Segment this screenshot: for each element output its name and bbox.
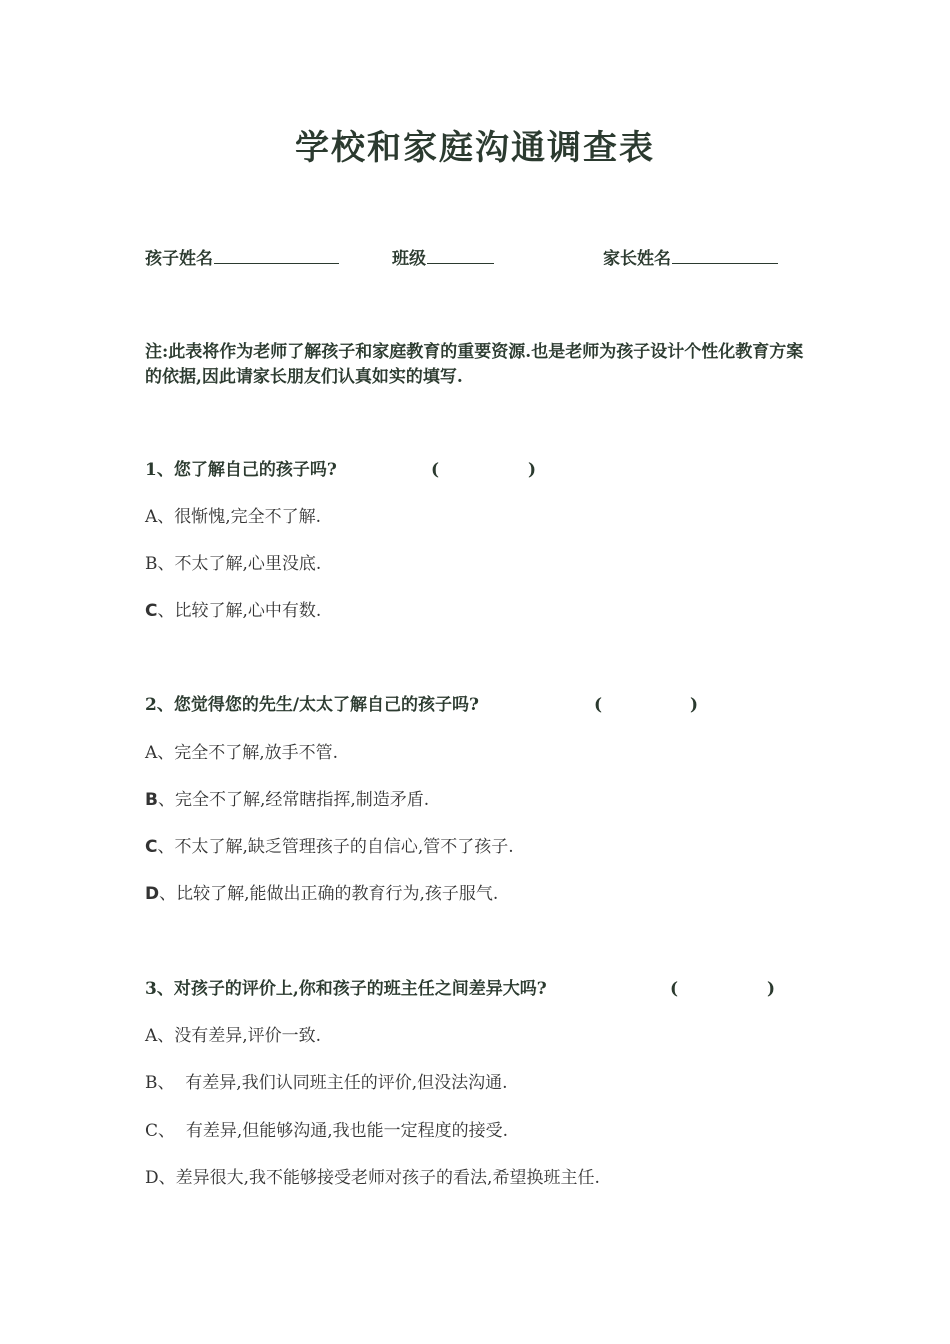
question-2-option-d[interactable] (145, 881, 498, 907)
option-text: 、完全不了解,放手不管. (157, 743, 339, 763)
question-3-option-d[interactable] (145, 1165, 600, 1191)
question-3: 3、对孩子的评价上,你和孩子的班主任之间差异大吗? (145, 979, 547, 999)
option-letter: C (145, 837, 158, 857)
option-letter: B (145, 790, 158, 810)
option-text: 、 有差异,我们认同班主任的评价,但没法沟通. (157, 1073, 508, 1093)
question-3-option-c[interactable] (145, 1118, 508, 1144)
question-2-option-c[interactable] (145, 834, 514, 860)
option-letter: C (145, 1121, 159, 1141)
question-3-option-a[interactable] (145, 1023, 321, 1049)
answer-close-paren-3: ) (767, 979, 776, 999)
answer-open-paren-1: ( (431, 460, 440, 480)
class-field[interactable] (392, 244, 494, 272)
info-row (0, 244, 950, 272)
option-text: 、不太了解,心里没底. (157, 554, 322, 574)
parent-name-label: 家长姓名 (603, 249, 671, 269)
option-text: 、差异很大,我不能够接受老师对孩子的看法,希望换班主任. (158, 1168, 600, 1188)
option-text: 、没有差异,评价一致. (157, 1026, 322, 1046)
question-1-option-a[interactable] (145, 504, 321, 530)
answer-open-paren-3: ( (670, 979, 679, 999)
child-name-blank[interactable] (214, 244, 339, 264)
page-title: 学校和家庭沟通调查表 (295, 128, 655, 168)
question-2-option-a[interactable] (145, 740, 338, 766)
answer-open-paren-2: ( (594, 695, 603, 715)
question-2: 2、您觉得您的先生/太太了解自己的孩子吗? (145, 695, 479, 715)
child-name-field[interactable] (145, 244, 339, 272)
option-text: 、比较了解,心中有数. (157, 601, 322, 621)
option-letter: A (145, 743, 158, 763)
option-letter: D (145, 884, 160, 904)
question-1-option-c[interactable] (145, 598, 321, 624)
option-letter: D (145, 1168, 159, 1188)
option-text: 、完全不了解,经常瞎指挥,制造矛盾. (157, 790, 430, 810)
question-3-option-b[interactable] (145, 1070, 508, 1096)
option-letter: B (145, 1073, 158, 1093)
question-1-option-b[interactable] (145, 551, 321, 577)
option-letter: A (145, 1026, 158, 1046)
parent-name-field[interactable] (603, 244, 778, 272)
option-letter: C (145, 601, 158, 621)
parent-name-blank[interactable] (672, 244, 778, 264)
class-label: 班级 (392, 249, 426, 269)
option-text: 、 有差异,但能够沟通,我也能一定程度的接受. (158, 1121, 509, 1141)
option-text: 、很惭愧,完全不了解. (157, 507, 322, 527)
note-paragraph: 注:此表将作为老师了解孩子和家庭教育的重要资源.也是老师为孩子设计个性化教育方案的依据,因此请家长朋友们认真如实的填写. (145, 342, 804, 387)
option-text: 、不太了解,缺乏管理孩子的自信心,管不了孩子. (157, 837, 514, 857)
class-blank[interactable] (427, 244, 494, 264)
question-1: 1、您了解自己的孩子吗? (145, 460, 337, 480)
answer-close-paren-1: ) (528, 460, 537, 480)
question-2-option-b[interactable] (145, 787, 429, 813)
option-text: 、比较了解,能做出正确的教育行为,孩子服气. (159, 884, 499, 904)
child-name-label: 孩子姓名 (145, 249, 213, 269)
option-letter: B (145, 554, 158, 574)
option-letter: A (145, 507, 158, 527)
answer-close-paren-2: ) (690, 695, 699, 715)
